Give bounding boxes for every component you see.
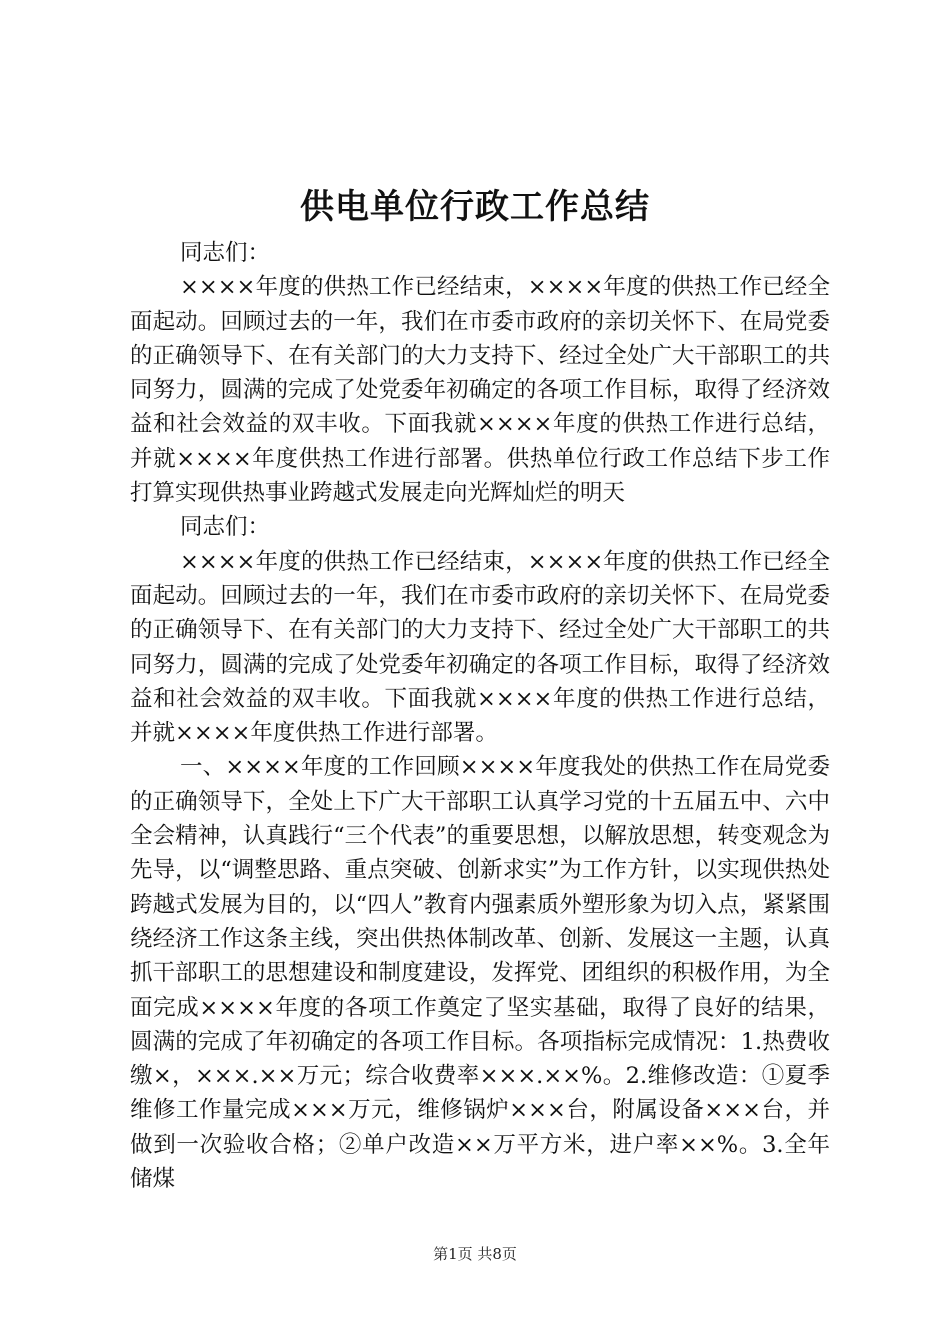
salutation: 同志们： <box>180 514 271 541</box>
body-paragraph: ××××年度的供热工作已经结束，××××年度的供热工作已经全面起动。回顾过去的一年，我们在市委市政府的亲切关怀下、在局党委的正确领导下、在有关部门的大力支持下、经过全处广大干部职工的共同努力，圆满的完成了处党委年初确定的各项工作目标，取得了经济效益和社会效益的双丰收。下面我就××××年度的供热工作进行总结，并就××××年度供热工作进行部署。 <box>130 548 830 747</box>
salutation: 同志们： <box>180 240 271 266</box>
body-paragraph: 一、××××年度的工作回顾××××年度我处的供热工作在局党委的正确领导下，全处上下广大干部职工认真学习党的十五届五中、六中全会精神，认真践行“三个代表”的重要思想，以解放思想，转变观念为先导，以“调整思路、重点突破、创新求实”为工作方针，以实现供热处跨越式发展为目的，以“四人”教育内强素质外塑形象为切入点，紧紧围绕经济工作这条主线，突出供热体制改革、创新、发展这一主题，认真抓干部职工的思想建设和制度建设，发挥党、团组织的积极作用，为全面完成××××年度的各项工作奠定了坚实基础，取得了良好的结果，圆满的完成了年初确定的各项工作目标。各项指标完成情况：1.热费收缴×，×××.××万元；综合收费率×××.××%。2.维修改造：①夏季维修工作量完成×××万元，维修锅炉×××台，附属设备×××台，并做到一次验收合格；②单户改造××万平方米，进户率××%。3.全年储煤 <box>130 754 830 1193</box>
document-body <box>130 236 830 1196</box>
page-footer: 第1页 共8页 <box>433 1245 517 1263</box>
body-paragraph: ××××年度的供热工作已经结束，××××年度的供热工作已经全面起动。回顾过去的一年，我们在市委市政府的亲切关怀下、在局党委的正确领导下、在有关部门的大力支持下、经过全处广大干部职工的共同努力，圆满的完成了处党委年初确定的各项工作目标，取得了经济效益和社会效益的双丰收。下面我就××××年度的供热工作进行总结，并就××××年度供热工作进行部署。供热单位行政工作总结下步工作打算实现供热事业跨越式发展走向光辉灿烂的明天 <box>130 274 830 507</box>
document-title: 供电单位行政工作总结 <box>300 187 650 227</box>
